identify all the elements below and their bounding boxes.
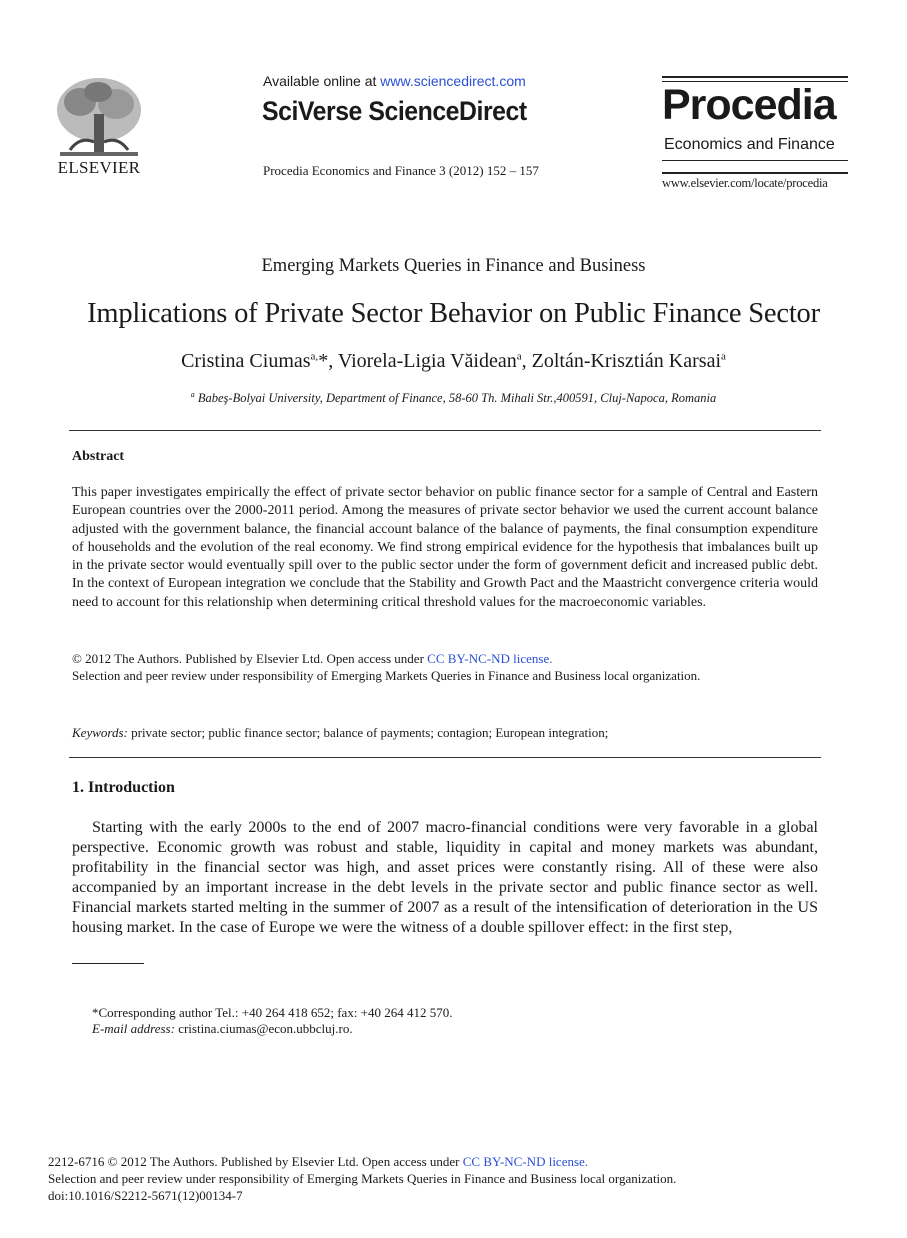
available-prefix: Available online at <box>263 73 381 89</box>
footer-issn-line <box>48 1154 588 1170</box>
available-online-line <box>263 73 526 89</box>
footer-copyright: 2212-6716 © 2012 The Authors. Published by Elsevier Ltd. Open access under <box>48 1154 463 1169</box>
sciverse-logo: SciVerse ScienceDirect <box>262 96 527 126</box>
abstract-heading: Abstract <box>72 449 125 464</box>
footnote-rule <box>72 963 144 964</box>
introduction-text: Starting with the early 2000s to the end of 2007 macro-financial conditions were very favorable in a global perspective. Economic growth was robust and stable, liquidity in capital and money markets was abundant, profitability in the financial sector was high, and asset prices were constantly rising. All of these were also accompanied by an important increase in the debt levels in the private sector and public finance sector as well. Financial markets started melting in the summer of 2007 as a result of the intensification of deterioration in the US housing market. In the case of Europe we were the witness of a double spillover effect: in the first step, <box>72 819 818 936</box>
procedia-bottom-rule <box>662 160 848 174</box>
keywords-label: Keywords: <box>72 725 128 740</box>
footer-doi: doi:10.1016/S2212-5671(12)00134-7 <box>48 1188 243 1203</box>
author-separator: , <box>521 350 532 372</box>
affiliation-mark: a <box>190 390 195 399</box>
section-heading-introduction: 1. Introduction <box>72 779 175 796</box>
keywords-bottom-rule <box>69 757 821 758</box>
author-separator: , <box>328 350 338 372</box>
journal-reference: Procedia Economics and Finance 3 (2012) 152 – 157 <box>263 163 539 178</box>
footer-peer-review: Selection and peer review under responsibility of Emerging Markets Queries in Finance and Business local organization. <box>48 1171 677 1186</box>
paper-title: Implications of Private Sector Behavior on Public Finance Sector <box>87 298 820 329</box>
abstract-top-rule <box>69 430 821 431</box>
email-label: E-mail address: <box>92 1021 175 1036</box>
peer-review-statement: Selection and peer review under responsibility of Emerging Markets Queries in Finance and Business local organization. <box>72 668 701 683</box>
affiliation <box>0 390 907 406</box>
elsevier-wordmark: ELSEVIER <box>57 158 141 177</box>
journal-url-link[interactable]: www.elsevier.com/locate/procedia <box>662 176 828 190</box>
author-affiliation-mark: a <box>516 350 522 363</box>
copyright-text: © 2012 The Authors. Published by Elsevier Ltd. Open access under <box>72 651 428 666</box>
procedia-logo: Procedia <box>662 81 836 129</box>
corresponding-author-footnote: *Corresponding author Tel.: +40 264 418 652; fax: +40 264 412 570. <box>92 1005 453 1020</box>
author-list <box>0 350 907 373</box>
copyright-line <box>72 651 552 667</box>
sciencedirect-link[interactable]: www.sciencedirect.com <box>380 73 526 89</box>
author-affiliation-mark: a <box>721 350 726 363</box>
email-footnote <box>92 1021 353 1037</box>
abstract-text: This paper investigates empirically the effect of private sector behavior on public finance sector for a sample of Central and Eastern European countries over the 2000-2011 period. Among the measures of private sector behavior we used the current account balance adjusted with the government balance, the financial account balance of the balance of payments, the final consumption expenditure of households and the evolution of the real economy. We find strong empirical evidence for the hypothesis that imbalances built up in the private sector would eventually spill over to the public sector under the form of government deficit and increased public debt. In the context of European integration we conclude that the Stability and Growth Pact and the Maastricht convergence criteria would need to account for this relationship when determining critical threshold values for the macroeconomic variables. <box>72 485 818 610</box>
author-name: Cristina Ciumas <box>181 350 311 372</box>
author-affiliation-mark: a, <box>310 350 319 363</box>
footer-license-link[interactable]: CC BY-NC-ND license. <box>462 1154 589 1169</box>
keywords-text: private sector; public finance sector; balance of payments; contagion; European integration; <box>127 725 609 740</box>
author-name: Viorela-Ligia Văidean <box>337 350 517 372</box>
license-link[interactable]: CC BY-NC-ND license. <box>427 651 553 666</box>
affiliation-text: Babeş-Bolyai University, Department of Finance, 58-60 Th. Mihali Str.,400591, Cluj-Napoca, Romania <box>197 391 717 406</box>
procedia-subtitle: Economics and Finance <box>664 136 835 153</box>
corresponding-mark: * <box>318 350 329 372</box>
keywords-line <box>72 725 608 741</box>
author-name: Zoltán-Krisztián Karsai <box>531 350 721 372</box>
conference-name: Emerging Markets Queries in Finance and Business <box>261 256 646 276</box>
email-address: cristina.ciumas@econ.ubbcluj.ro. <box>174 1021 353 1036</box>
